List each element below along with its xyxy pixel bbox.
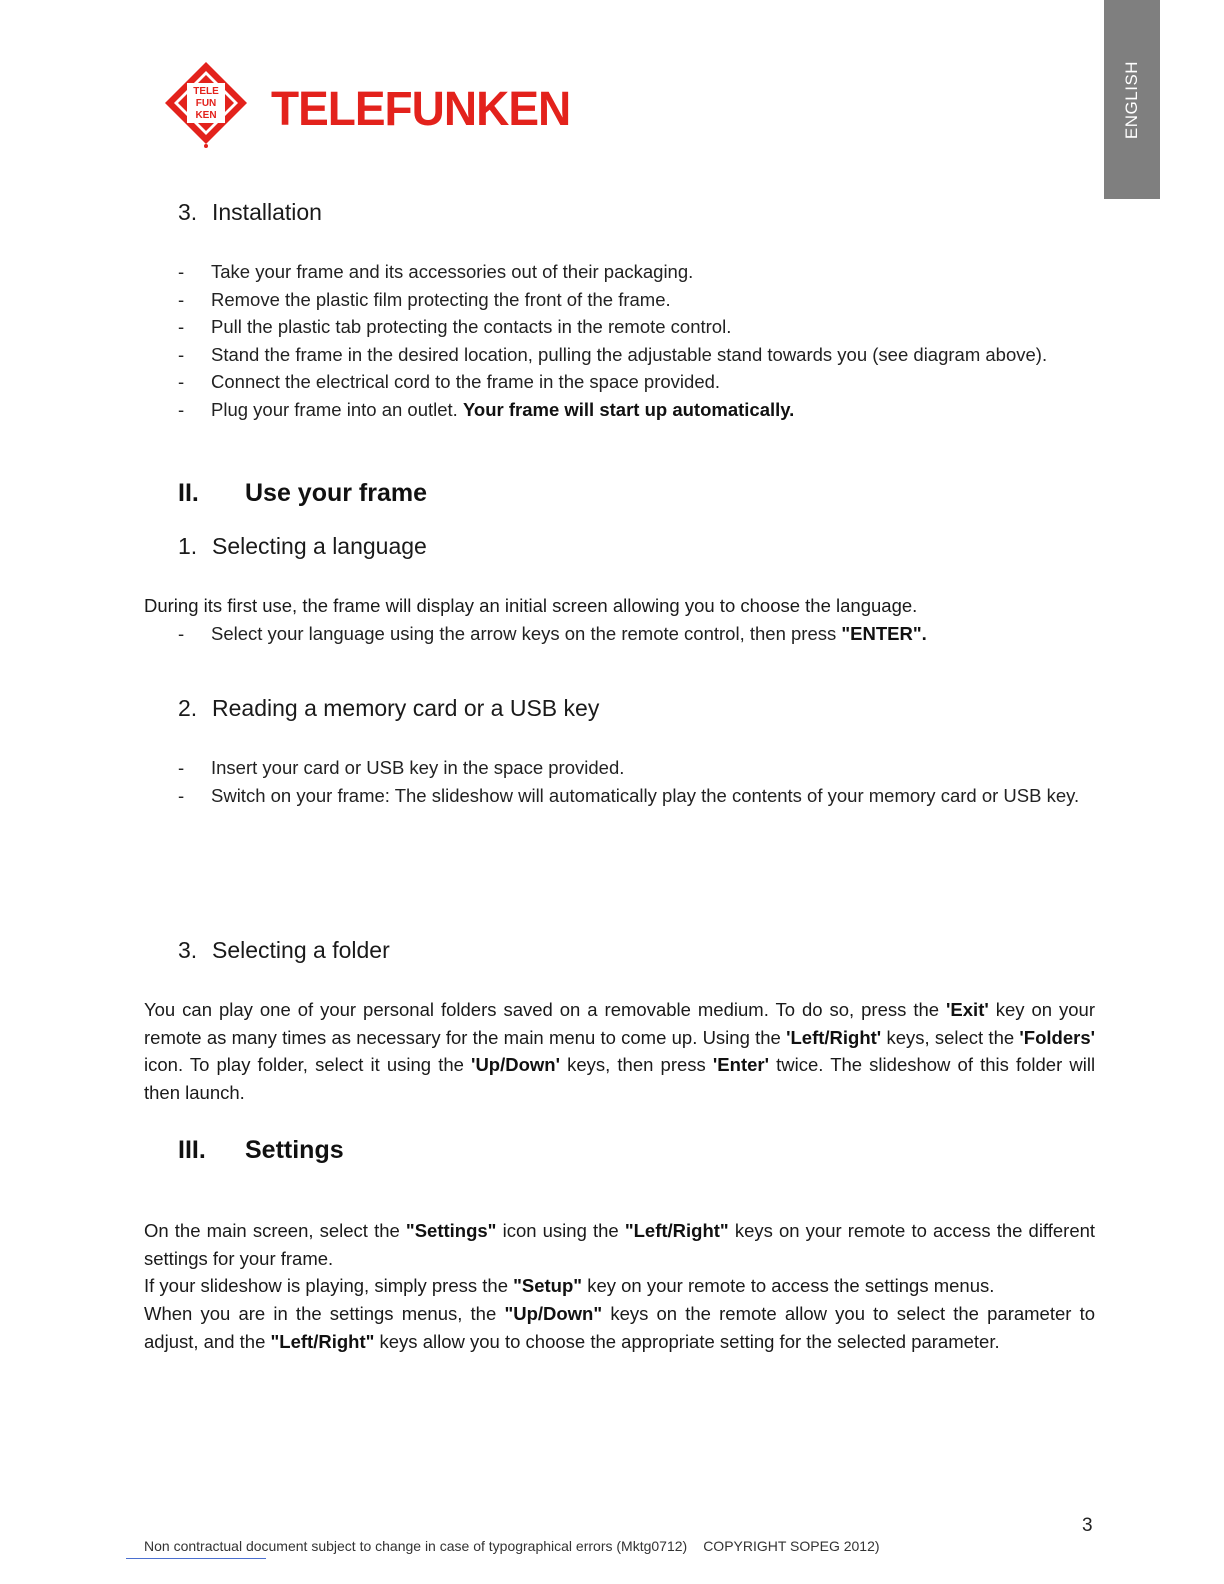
text-run: keys, select the — [886, 1026, 1015, 1048]
up-down-key-label: 'Up/Down' — [471, 1054, 560, 1075]
footer — [144, 1538, 880, 1554]
language-tab-label: ENGLISH — [1122, 60, 1141, 140]
text-run: key on your remote as many times as necessary for the main menu to come up. Using the — [144, 999, 1096, 1048]
list-item — [178, 396, 1095, 424]
language-heading — [178, 533, 427, 560]
text-run: keys, then press — [567, 1054, 706, 1075]
folder-title: Selecting a folder — [212, 937, 390, 963]
settings-icon-label: "Settings" — [405, 1220, 497, 1241]
text-run: twice. The slideshow of this folder will then launch. — [144, 1054, 1096, 1103]
text-run: key on your remote to access the settings menus. — [587, 1275, 995, 1296]
reading-number: 2. — [178, 695, 198, 721]
language-steps — [178, 620, 1095, 648]
installation-heading — [178, 199, 322, 226]
settings-paragraph-1 — [144, 1217, 1095, 1272]
list-item: - Remove the plastic film protecting the front of the frame. — [178, 286, 1095, 314]
text-run: You can play one of your personal folders saved on a removable medium. To do so, press the — [144, 999, 940, 1020]
language-tab — [1104, 0, 1160, 199]
reading-heading — [178, 695, 599, 722]
text-run: icon. To play folder, select it using the — [144, 1054, 464, 1075]
list-item — [178, 620, 1095, 648]
text-run: keys on your remote to access the different settings for your frame. — [144, 1220, 1096, 1269]
language-title: Selecting a language — [212, 533, 427, 559]
language-intro: During its first use, the frame will display an initial screen allowing you to choose the language. — [144, 595, 918, 616]
list-item: - Switch on your frame: The slideshow will automatically play the contents of your memory card or USB key. — [178, 782, 1095, 810]
telefunken-diamond-icon — [163, 60, 249, 150]
enter-key-label: 'Enter' — [712, 1054, 769, 1075]
use-frame-number: II. — [178, 479, 199, 507]
text-run: When you are in the settings menus, the — [144, 1303, 497, 1324]
logo-mark-line-3: KEN — [195, 110, 217, 121]
left-right-key-label: "Left/Right" — [624, 1220, 729, 1241]
settings-paragraph-3 — [144, 1300, 1095, 1355]
reading-title: Reading a memory card or a USB key — [212, 695, 600, 721]
folder-paragraph — [144, 996, 1095, 1106]
left-right-key-label: 'Left/Right' — [786, 1026, 882, 1048]
step-text: Plug your frame into an outlet. — [211, 398, 458, 420]
text-run: keys on the remote allow you to select the parameter to adjust, and the — [144, 1303, 1096, 1352]
settings-number: III. — [178, 1136, 206, 1164]
logo-mark-line-1: TELE — [193, 86, 219, 97]
list-item: - Take your frame and its accessories out of their packaging. — [178, 258, 1095, 286]
reading-steps — [178, 754, 1095, 809]
settings-title: Settings — [245, 1136, 344, 1164]
logo-wordmark: TELEFUNKEN — [271, 81, 571, 136]
text-run: keys allow you to choose the appropriate setting for the selected parameter. — [379, 1330, 1000, 1352]
enter-key-label: "ENTER". — [841, 623, 927, 644]
folders-icon-label: 'Folders' — [1019, 1026, 1096, 1048]
page-number: 3 — [1082, 1515, 1093, 1536]
footer-divider — [126, 1558, 266, 1559]
settings-heading — [178, 1136, 344, 1165]
step-emphasis: Your frame will start up automatically. — [462, 398, 795, 420]
list-item: - Insert your card or USB key in the space provided. — [178, 754, 1095, 782]
setup-key-label: "Setup" — [513, 1275, 583, 1296]
use-frame-title: Use your frame — [245, 479, 428, 507]
installation-title: Installation — [212, 199, 322, 225]
folder-number: 3. — [178, 937, 198, 963]
list-item: - Stand the frame in the desired location, pulling the adjustable stand towards you (see diagram above). — [178, 341, 1095, 369]
folder-heading — [178, 937, 390, 964]
list-item: - Connect the electrical cord to the frame in the space provided. — [178, 368, 1095, 396]
footer-disclaimer: Non contractual document subject to change in case of typographical errors (Mktg0712) — [144, 1538, 688, 1554]
up-down-key-label: "Up/Down" — [504, 1303, 603, 1324]
text-run: icon using the — [502, 1220, 619, 1241]
list-item: - Pull the plastic tab protecting the contacts in the remote control. — [178, 313, 1095, 341]
language-number: 1. — [178, 533, 198, 559]
text-run: On the main screen, select the — [144, 1220, 400, 1241]
logo-mark-line-2: FUN — [195, 98, 217, 109]
exit-key-label: 'Exit' — [946, 999, 989, 1020]
telefunken-logo — [163, 60, 571, 152]
text-run: If your slideshow is playing, simply press the — [144, 1275, 508, 1296]
installation-steps — [178, 258, 1095, 423]
settings-paragraph-2 — [144, 1272, 1095, 1300]
step-text: Select your language using the arrow keys on the remote control, then press — [211, 623, 837, 644]
left-right-key-label: "Left/Right" — [270, 1330, 375, 1352]
use-frame-heading — [178, 479, 427, 508]
installation-number: 3. — [178, 199, 198, 225]
footer-copyright: COPYRIGHT SOPEG 2012) — [703, 1538, 880, 1554]
